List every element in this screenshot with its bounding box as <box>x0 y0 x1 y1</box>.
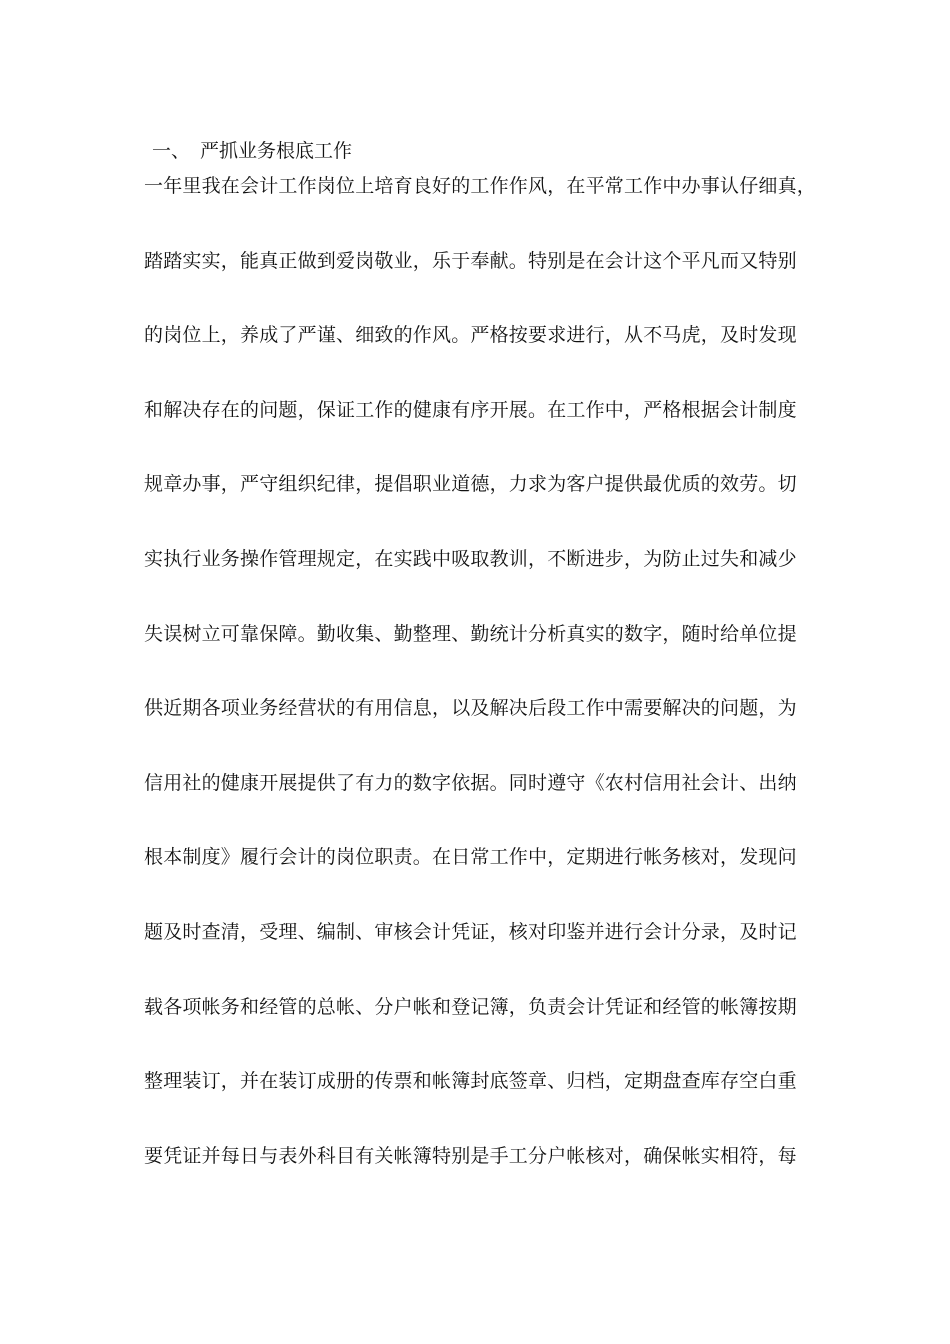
paragraph-line: 信用社的健康开展提供了有力的数字依据。同时遵守《农村信用社会计、出纳 <box>144 771 797 794</box>
section-number: 一、 <box>152 140 191 162</box>
paragraph-line: 失误树立可靠保障。勤收集、勤整理、勤统计分析真实的数字，随时给单位提 <box>144 622 797 645</box>
paragraph-line: 踏踏实实，能真正做到爱岗敬业，乐于奉献。特别是在会计这个平凡而又特别 <box>144 249 797 272</box>
paragraph-line: 要凭证并每日与表外科目有关帐簿特别是手工分户帐核对，确保帐实相符，每 <box>144 1144 797 1167</box>
body-paragraph <box>144 171 817 1215</box>
paragraph-line: 题及时查清，受理、编制、审核会计凭证，核对印鉴并进行会计分录，及时记 <box>144 920 797 943</box>
paragraph-line: 规章办事，严守组织纪律，提倡职业道德，力求为客户提供最优质的效劳。切 <box>144 473 797 496</box>
paragraph-line: 根本制度》履行会计的岗位职责。在日常工作中，定期进行帐务核对，发现问 <box>144 846 797 869</box>
paragraph-line: 和解决存在的问题，保证工作的健康有序开展。在工作中，严格根据会计制度 <box>144 398 797 421</box>
section-title: 严抓业务根底工作 <box>200 140 353 162</box>
paragraph-line: 整理装订，并在装订成册的传票和帐簿封底签章、归档，定期盘查库存空白重 <box>144 1070 797 1093</box>
paragraph-line: 实执行业务操作管理规定，在实践中吸取教训，不断进步，为防止过失和减少 <box>144 547 797 570</box>
paragraph-line: 一年里我在会计工作岗位上培育良好的工作作风，在平常工作中办事认仔细真， <box>144 175 817 197</box>
section-heading <box>152 136 352 166</box>
paragraph-line: 供近期各项业务经营状的有用信息，以及解决后段工作中需要解决的问题，为 <box>144 697 797 720</box>
paragraph-line: 载各项帐务和经管的总帐、分户帐和登记簿，负责会计凭证和经管的帐簿按期 <box>144 995 797 1018</box>
paragraph-line: 的岗位上，养成了严谨、细致的作风。严格按要求进行，从不马虎，及时发现 <box>144 324 797 347</box>
